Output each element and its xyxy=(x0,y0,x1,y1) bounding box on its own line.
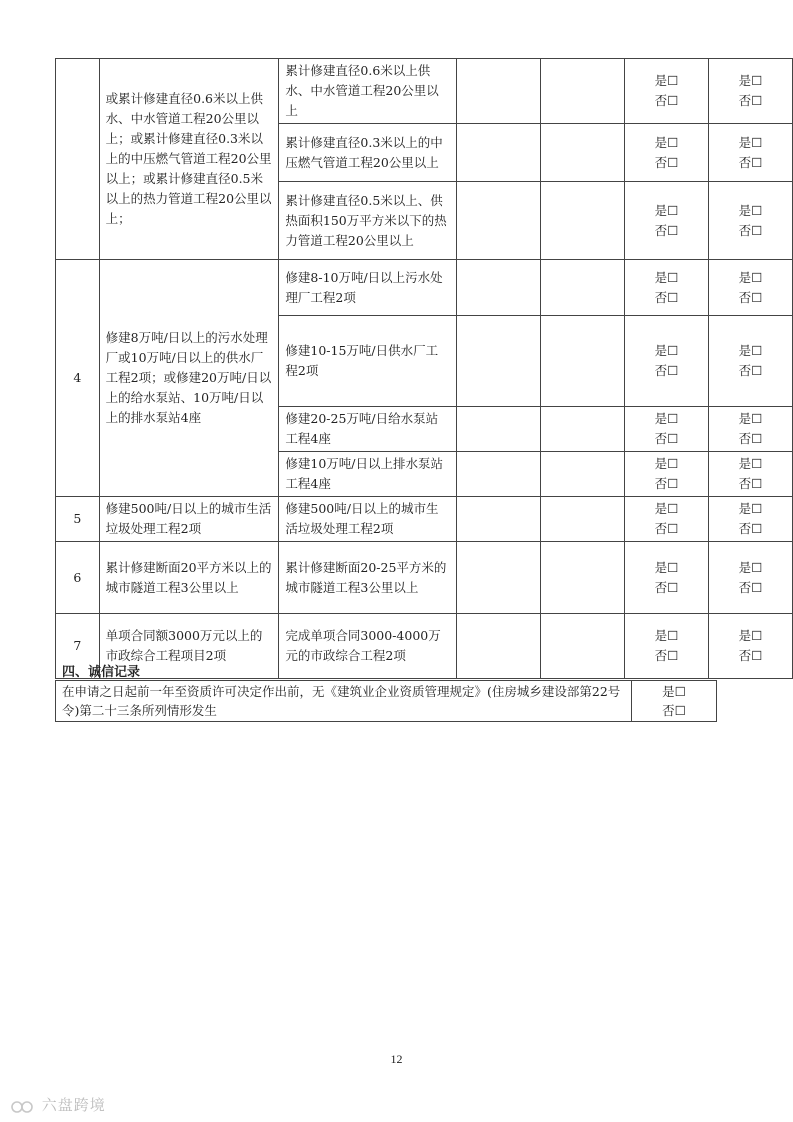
checkbox-cell[interactable] xyxy=(624,182,708,260)
watermark-text: 六盘跨境 xyxy=(41,1096,106,1114)
no-checkbox[interactable]: 否☐ xyxy=(662,703,686,718)
no-checkbox[interactable]: 否☐ xyxy=(654,289,679,305)
blank-cell xyxy=(457,124,541,182)
table-row xyxy=(56,542,793,614)
checkbox-cell[interactable] xyxy=(708,59,792,124)
achievement-cell: 完成单项合同3000-4000万元的市政综合工程2项 xyxy=(279,614,457,679)
no-checkbox[interactable]: 否☐ xyxy=(738,222,763,238)
no-checkbox[interactable]: 否☐ xyxy=(654,579,679,595)
blank-cell xyxy=(541,260,625,316)
checkbox-cell[interactable] xyxy=(624,124,708,182)
blank-cell xyxy=(541,497,625,542)
checkbox-cell[interactable] xyxy=(708,497,792,542)
no-checkbox[interactable]: 否☐ xyxy=(654,222,679,238)
yes-checkbox[interactable]: 是☐ xyxy=(654,501,679,516)
row-number-cell: 4 xyxy=(56,260,100,497)
yes-checkbox[interactable]: 是☐ xyxy=(654,411,679,426)
achievement-cell: 累计修建直径0.3米以上的中压燃气管道工程20公里以上 xyxy=(279,124,457,182)
row-number-cell: 7 xyxy=(56,614,100,679)
integrity-statement: 在申请之日起前一年至资质许可决定作出前，无《建筑业企业资质管理规定》(住房城乡建设部第22号令)第二十三条所列情形发生 xyxy=(56,681,632,722)
blank-cell xyxy=(541,407,625,452)
no-checkbox[interactable]: 否☐ xyxy=(738,363,763,378)
no-checkbox[interactable]: 否☐ xyxy=(654,93,679,108)
blank-cell xyxy=(541,59,625,124)
watermark xyxy=(10,1094,106,1115)
yes-checkbox[interactable]: 是☐ xyxy=(738,559,763,575)
page-number: 12 xyxy=(390,1052,403,1066)
no-checkbox[interactable]: 否☐ xyxy=(738,289,763,305)
checkbox-cell[interactable] xyxy=(624,260,708,316)
requirement-cell: 累计修建断面20平方米以上的城市隧道工程3公里以上 xyxy=(99,542,279,614)
checkbox-cell[interactable] xyxy=(708,407,792,452)
blank-cell xyxy=(457,182,541,260)
checkbox-cell[interactable] xyxy=(632,681,717,722)
checkbox-cell[interactable] xyxy=(708,260,792,316)
blank-cell xyxy=(457,497,541,542)
blank-cell xyxy=(457,407,541,452)
yes-checkbox[interactable]: 是☐ xyxy=(654,202,679,218)
checkbox-cell[interactable] xyxy=(708,182,792,260)
checkbox-cell[interactable] xyxy=(624,614,708,679)
yes-checkbox[interactable]: 是☐ xyxy=(738,628,763,643)
checkbox-cell[interactable] xyxy=(624,407,708,452)
yes-checkbox[interactable]: 是☐ xyxy=(738,134,763,150)
yes-checkbox[interactable]: 是☐ xyxy=(738,456,763,471)
yes-checkbox[interactable]: 是☐ xyxy=(738,73,763,88)
table-row xyxy=(56,260,793,316)
checkbox-cell[interactable] xyxy=(708,124,792,182)
achievement-cell: 修建20-25万吨/日给水泵站工程4座 xyxy=(279,407,457,452)
yes-checkbox[interactable]: 是☐ xyxy=(738,202,763,218)
blank-cell xyxy=(541,182,625,260)
yes-checkbox[interactable]: 是☐ xyxy=(654,343,679,358)
watermark-logo-icon xyxy=(10,1098,36,1114)
no-checkbox[interactable]: 否☐ xyxy=(654,476,679,491)
checkbox-cell[interactable] xyxy=(624,452,708,497)
yes-checkbox[interactable]: 是☐ xyxy=(654,134,679,150)
yes-checkbox[interactable]: 是☐ xyxy=(738,411,763,426)
table-row xyxy=(56,614,793,679)
checkbox-cell[interactable] xyxy=(708,614,792,679)
no-checkbox[interactable]: 否☐ xyxy=(654,154,679,170)
requirement-cell: 修建500吨/日以上的城市生活垃圾处理工程2项 xyxy=(99,497,279,542)
no-checkbox[interactable]: 否☐ xyxy=(738,93,763,108)
table-row xyxy=(56,497,793,542)
yes-checkbox[interactable]: 是☐ xyxy=(654,456,679,471)
no-checkbox[interactable]: 否☐ xyxy=(738,648,763,663)
yes-checkbox[interactable]: 是☐ xyxy=(738,269,763,285)
yes-checkbox[interactable]: 是☐ xyxy=(738,501,763,516)
achievement-cell: 修建500吨/日以上的城市生活垃圾处理工程2项 xyxy=(279,497,457,542)
no-checkbox[interactable]: 否☐ xyxy=(738,579,763,595)
blank-cell xyxy=(457,260,541,316)
blank-cell xyxy=(457,452,541,497)
blank-cell xyxy=(541,542,625,614)
yes-checkbox[interactable]: 是☐ xyxy=(654,628,679,643)
no-checkbox[interactable]: 否☐ xyxy=(738,521,763,536)
table-row xyxy=(56,59,793,124)
blank-cell xyxy=(457,542,541,614)
checkbox-cell[interactable] xyxy=(708,452,792,497)
qualification-table xyxy=(55,58,793,679)
achievement-cell: 累计修建直径0.6米以上供水、中水管道工程20公里以上 xyxy=(279,59,457,124)
checkbox-cell[interactable] xyxy=(624,59,708,124)
checkbox-cell[interactable] xyxy=(624,542,708,614)
section-title-integrity: 四、诚信记录 xyxy=(62,665,141,680)
row-number-cell xyxy=(56,59,100,260)
yes-checkbox[interactable]: 是☐ xyxy=(654,559,679,575)
blank-cell xyxy=(541,614,625,679)
blank-cell xyxy=(457,614,541,679)
integrity-table xyxy=(55,680,717,722)
no-checkbox[interactable]: 否☐ xyxy=(738,476,763,491)
achievement-cell: 修建10-15万吨/日供水厂工程2项 xyxy=(279,316,457,407)
checkbox-cell[interactable] xyxy=(624,316,708,407)
no-checkbox[interactable]: 否☐ xyxy=(654,431,679,446)
row-number-cell: 6 xyxy=(56,542,100,614)
blank-cell xyxy=(457,316,541,407)
requirement-cell: 单项合同额3000万元以上的市政综合工程项目2项 xyxy=(99,614,279,679)
requirement-cell: 修建8万吨/日以上的污水处理厂或10万吨/日以上的供水厂工程2项；或修建20万吨/日以上的给水泵站、10万吨/日以上的排水泵站4座 xyxy=(99,260,279,497)
blank-cell xyxy=(457,59,541,124)
achievement-cell: 累计修建断面20-25平方米的城市隧道工程3公里以上 xyxy=(279,542,457,614)
achievement-cell: 累计修建直径0.5米以上、供热面积150万平方米以下的热力管道工程20公里以上 xyxy=(279,182,457,260)
blank-cell xyxy=(541,124,625,182)
no-checkbox[interactable]: 否☐ xyxy=(738,154,763,170)
no-checkbox[interactable]: 否☐ xyxy=(654,521,679,536)
achievement-cell: 修建8-10万吨/日以上污水处理厂工程2项 xyxy=(279,260,457,316)
achievement-cell: 修建10万吨/日以上排水泵站工程4座 xyxy=(279,452,457,497)
row-number-cell: 5 xyxy=(56,497,100,542)
table-row xyxy=(56,681,717,722)
yes-checkbox[interactable]: 是☐ xyxy=(654,73,679,88)
checkbox-cell[interactable] xyxy=(708,542,792,614)
requirement-cell: 或累计修建直径0.6米以上供水、中水管道工程20公里以上；或累计修建直径0.3米以上的中压燃气管道工程20公里以上；或累计修建直径0.5米以上的热力管道工程20公里以上； xyxy=(99,59,279,260)
checkbox-cell[interactable] xyxy=(708,316,792,407)
no-checkbox[interactable]: 否☐ xyxy=(654,648,679,663)
no-checkbox[interactable]: 否☐ xyxy=(738,431,763,446)
yes-checkbox[interactable]: 是☐ xyxy=(662,684,686,699)
no-checkbox[interactable]: 否☐ xyxy=(654,363,679,378)
yes-checkbox[interactable]: 是☐ xyxy=(654,269,679,285)
yes-checkbox[interactable]: 是☐ xyxy=(738,343,763,358)
checkbox-cell[interactable] xyxy=(624,497,708,542)
blank-cell xyxy=(541,452,625,497)
blank-cell xyxy=(541,316,625,407)
